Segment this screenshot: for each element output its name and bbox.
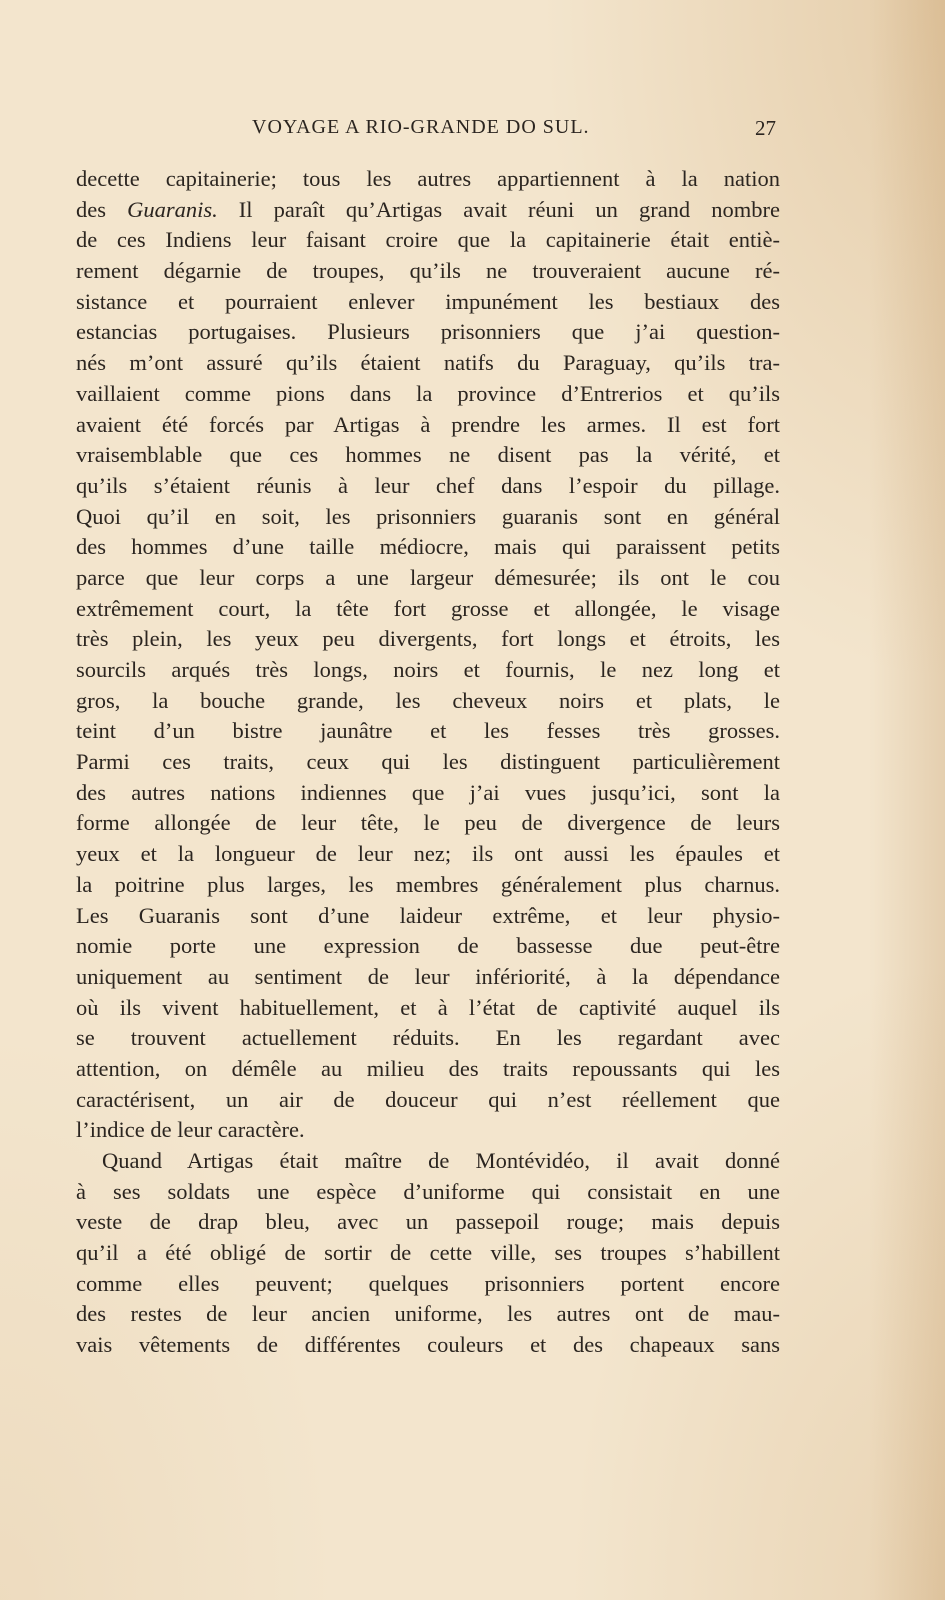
text-line: des hommes d’une taille médiocre, mais qui paraissent petits xyxy=(76,534,780,560)
text-segment: Il paraît qu’Artigas avait réuni un grand nombre xyxy=(217,196,780,222)
text-line: comme elles peuvent; quelques prisonniers portent encore xyxy=(76,1270,780,1296)
text-line: où ils vivent habituellement, et à l’état de captivité auquel ils xyxy=(76,994,780,1020)
text-line: rement dégarnie de troupes, qu’ils ne trouveraient aucune ré- xyxy=(76,258,780,284)
text-line: gros, la bouche grande, les cheveux noirs et plats, le xyxy=(76,687,780,713)
running-title: VOYAGE A RIO-GRANDE DO SUL. xyxy=(252,116,590,138)
text-line: l’indice de leur caractère. xyxy=(76,1117,305,1143)
text-line: vaillaient comme pions dans la province d’Entrerios et qu’ils xyxy=(76,380,780,406)
text-line: de ces Indiens leur faisant croire que la capitainerie était entiè- xyxy=(76,227,780,253)
text-line: uniquement au sentiment de leur infériorité, à la dépendance xyxy=(76,963,780,989)
text-line: des restes de leur ancien uniforme, les autres ont de mau- xyxy=(76,1301,780,1327)
text-line: nomie porte une expression de bassesse due peut-être xyxy=(76,933,780,959)
text-line: la poitrine plus larges, les membres généralement plus charnus. xyxy=(76,871,780,897)
italic-term: Guaranis. xyxy=(127,196,218,222)
text-line: des autres nations indiennes que j’ai vues jusqu’ici, sont la xyxy=(76,779,780,805)
text-line: parce que leur corps a une largeur démesurée; ils ont le cou xyxy=(76,564,780,590)
text-line: caractérisent, un air de douceur qui n’est réellement que xyxy=(76,1086,780,1112)
page-number: 27 xyxy=(755,116,776,140)
text-line: extrêmement court, la tête fort grosse et allongée, le visage xyxy=(76,595,780,621)
text-line: estancias portugaises. Plusieurs prisonniers que j’ai question- xyxy=(76,319,780,345)
text-line: sourcils arqués très longs, noirs et fournis, le nez long et xyxy=(76,657,780,682)
text-line: yeux et la longueur de leur nez; ils ont aussi les épaules et xyxy=(76,841,780,867)
text-line: à ses soldats une espèce d’uniforme qui consistait en une xyxy=(76,1178,780,1204)
text-line: Parmi ces traits, ceux qui les distinguent particulièrement xyxy=(76,749,780,775)
page-header xyxy=(76,116,776,144)
text-line: avaient été forcés par Artigas à prendre les armes. Il est fort xyxy=(76,411,780,437)
text-line: Quand Artigas était maître de Montévidéo, il avait donné xyxy=(102,1148,780,1173)
text-line: qu’ils s’étaient réunis à leur chef dans l’espoir du pillage. xyxy=(76,472,780,498)
text-line: forme allongée de leur tête, le peu de divergence de leurs xyxy=(76,810,780,836)
text-line: Quoi qu’il en soit, les prisonniers guaranis sont en général xyxy=(76,503,780,529)
text-line: vais vêtements de différentes couleurs et des chapeaux sans xyxy=(76,1332,780,1358)
text-line: decette capitainerie; tous les autres appartiennent à la nation xyxy=(76,166,780,191)
text-segment: des xyxy=(76,196,128,222)
text-line: attention, on démêle au milieu des traits repoussants qui les xyxy=(76,1055,780,1081)
text-line: teint d’un bistre jaunâtre et les fesses très grosses. xyxy=(76,718,780,744)
text-line xyxy=(76,195,780,226)
text-line: qu’il a été obligé de sortir de cette ville, ses troupes s’habillent xyxy=(76,1240,780,1266)
text-line: Les Guaranis sont d’une laideur extrême, et leur physio- xyxy=(76,902,780,928)
text-line: très plein, les yeux peu divergents, fort longs et étroits, les xyxy=(76,626,780,652)
text-line: vraisemblable que ces hommes ne disent pas la vérité, et xyxy=(76,442,780,468)
text-line: veste de drap bleu, avec un passepoil rouge; mais depuis xyxy=(76,1209,780,1235)
text-line: sistance et pourraient enlever impunément les bestiaux des xyxy=(76,288,780,314)
text-line: se trouvent actuellement réduits. En les regardant avec xyxy=(76,1025,780,1051)
body-text xyxy=(76,164,780,1361)
text-line: nés m’ont assuré qu’ils étaient natifs du Paraguay, qu’ils tra- xyxy=(76,350,780,376)
